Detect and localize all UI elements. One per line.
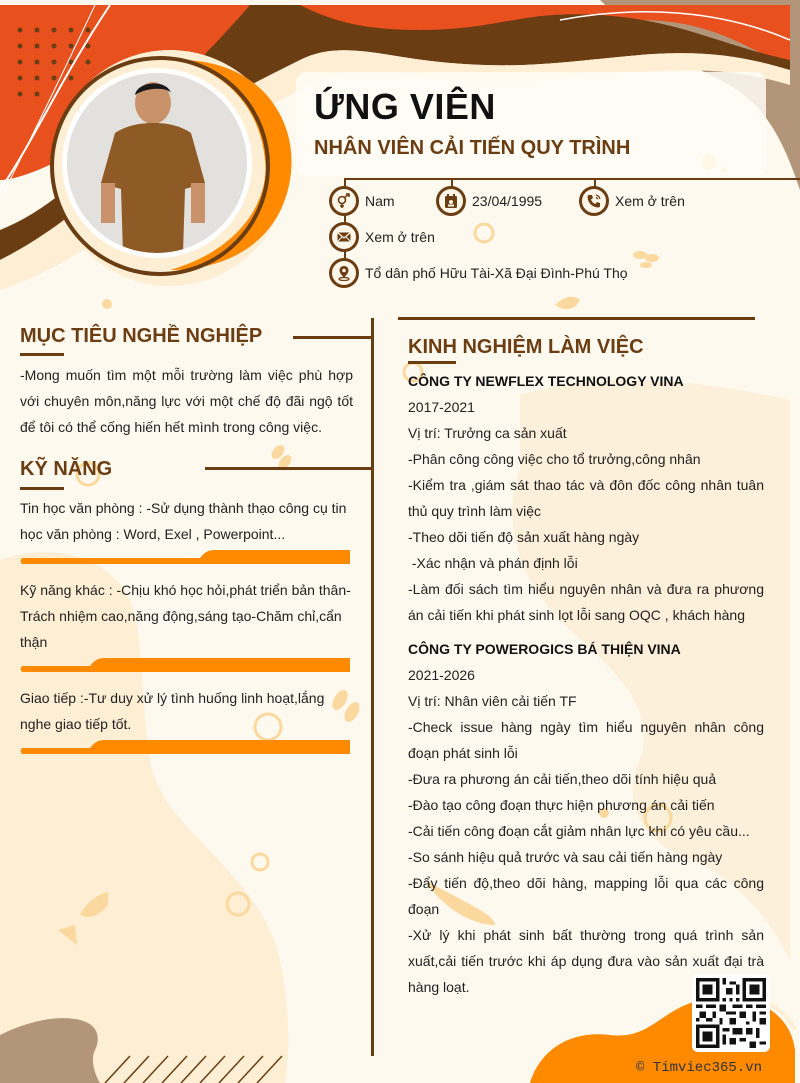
objective-title-line — [293, 336, 373, 339]
experience-list — [408, 368, 764, 1008]
skills-title-line — [205, 467, 373, 470]
job-period: 2021-2026 — [408, 667, 475, 683]
job-company: CÔNG TY POWEROGICS BÁ THIỆN VINA — [408, 641, 681, 657]
job-duty: -Đẩy tiến độ,theo dõi hàng, mapping lỗi qua các công đoạn — [408, 875, 764, 917]
experience-top-line — [398, 317, 755, 320]
skill-item: Tin học văn phòng : -Sử dụng thành thạo công cụ tin học văn phòng : Word, Exel , Powerpoint... — [20, 500, 347, 542]
job-entry — [408, 368, 764, 628]
job-duty: -Check issue hàng ngày tìm hiểu nguyên nhân công đoạn phát sinh lỗi — [408, 719, 764, 761]
skill-bar — [20, 550, 350, 564]
profile-photo — [67, 73, 247, 253]
birthday-value: 23/04/1995 — [472, 193, 543, 209]
job-duty: -Đào tạo công đoạn thực hiện phương án cải tiến — [408, 797, 715, 813]
skill-bar — [20, 658, 350, 672]
job-duty: -Cải tiến công đoạn cắt giảm nhân lực khi có yêu cầu... — [408, 823, 750, 839]
skill-item: Kỹ năng khác : -Chịu khó học hỏi,phát triển bản thân-Trách nhiệm cao,năng động,sáng tạo-Chăm chỉ,cẩn thận — [20, 582, 351, 650]
objective-text: -Mong muốn tìm một mỗi trường làm việc phù hợp với chuyên môn,năng lực với một chế độ đãi ngộ tốt để tôi có thể cống hiến hết mình trong công việc. — [20, 367, 353, 435]
location-icon — [329, 258, 359, 288]
skills-title: KỸ NĂNG — [20, 458, 113, 480]
qr-code — [692, 974, 770, 1052]
skills-underline — [20, 487, 64, 490]
address-value: Tổ dân phố Hữu Tài-Xã Đại Đình-Phú Thọ — [365, 265, 628, 281]
profile-photo-frame — [62, 68, 252, 258]
job-duty: -Kiểm tra ,giám sát thao tác và đôn đốc công nhân tuân thủ quy trình làm việc — [408, 477, 764, 519]
info-connector-horizontal — [344, 178, 800, 180]
job-duty: -Xác nhận và phán định lỗi — [408, 555, 578, 571]
phone-value: Xem ở trên — [615, 193, 685, 209]
job-title: NHÂN VIÊN CẢI TIẾN QUY TRÌNH — [314, 137, 631, 159]
info-address — [329, 258, 628, 288]
email-value: Xem ở trên — [365, 229, 435, 245]
email-icon — [329, 222, 359, 252]
experience-underline — [408, 361, 456, 364]
job-period: 2017-2021 — [408, 399, 475, 415]
job-company: CÔNG TY NEWFLEX TECHNOLOGY VINA — [408, 373, 684, 389]
info-birthday — [436, 186, 542, 216]
experience-title: KINH NGHIỆM LÀM VIỆC — [408, 336, 644, 358]
candidate-name: ỨNG VIÊN — [314, 86, 496, 127]
calendar-icon — [436, 186, 466, 216]
job-duty: -Làm đối sách tìm hiểu nguyên nhân và đưa ra phương án cải tiến khi phát sinh lọt lỗi sang OQC , khách hàng — [408, 581, 764, 623]
job-duty: -So sánh hiệu quả trước và sau cải tiến hàng ngày — [408, 849, 723, 865]
gender-value: Nam — [365, 193, 395, 209]
phone-icon — [579, 186, 609, 216]
job-position: Vị trí: Trưởng ca sản xuất — [408, 425, 567, 441]
job-duty: -Đưa ra phương án cải tiến,theo dõi tính hiệu quả — [408, 771, 717, 787]
info-email — [329, 222, 435, 252]
objective-title: MỤC TIÊU NGHỀ NGHIỆP — [20, 325, 263, 347]
gender-icon — [329, 186, 359, 216]
info-phone — [579, 186, 685, 216]
copyright-text: © Timviec365.vn — [636, 1060, 763, 1076]
job-position: Vị trí: Nhân viên cải tiến TF — [408, 693, 577, 709]
job-entry — [408, 636, 764, 1000]
info-gender — [329, 186, 395, 216]
job-duty: -Theo dõi tiến độ sản xuất hàng ngày — [408, 529, 640, 545]
skill-bar — [20, 740, 350, 754]
job-duty: -Phân công công việc cho tổ trưởng,công nhân — [408, 451, 701, 467]
center-divider — [371, 318, 374, 1056]
job-duty: -Xử lý khi phát sinh bất thường trong quá trình sản xuất,cải tiến trước khi áp dụng đưa vào sản xuất đại trà hàng loạt. — [408, 927, 764, 995]
skill-item: Giao tiếp :-Tư duy xử lý tình huống linh hoạt,lắng nghe giao tiếp tốt. — [20, 690, 325, 732]
objective-underline — [20, 353, 64, 356]
